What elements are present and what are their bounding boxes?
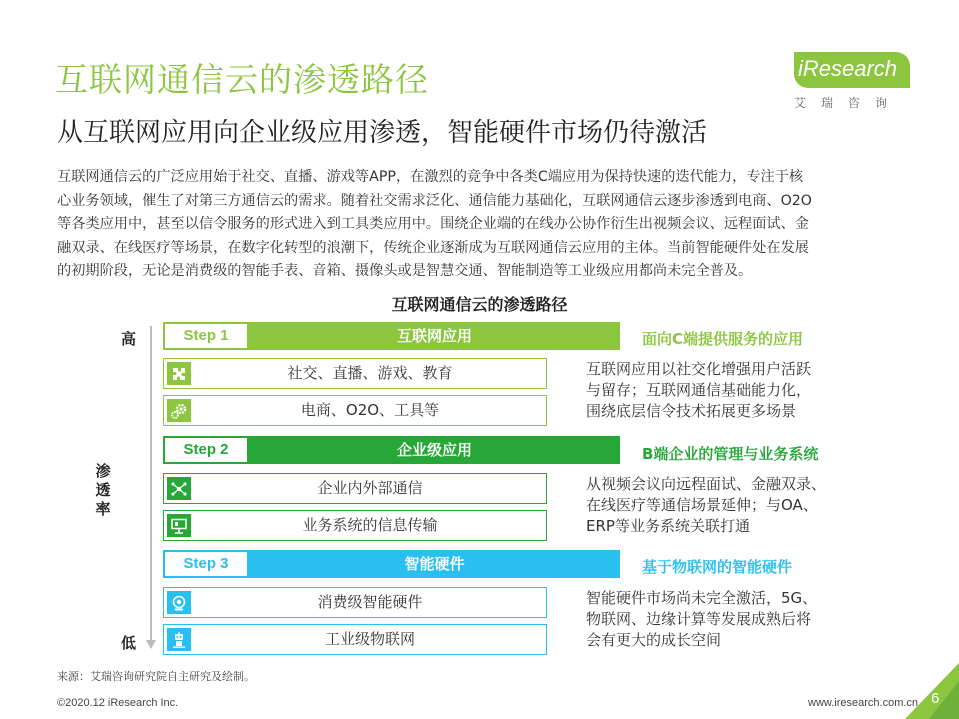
step-3-item-1 (163, 587, 547, 618)
step-2-item-1-label: 企业内外部通信 (317, 479, 423, 497)
source-note: 来源：艾瑞咨询研究院自主研究及绘制。 (57, 670, 255, 683)
step-3-desc-line: 会有更大的成长空间 (586, 631, 722, 649)
intro-line: 心业务领域，催生了对第三方通信云的需求。随着社交需求泛化、通信能力基础化，互联网通信云逐步渗透到电商、O2O (57, 192, 812, 209)
step-1-desc-line: 互联网应用以社交化增强用户活跃 (586, 360, 812, 378)
logo-badge (794, 52, 910, 88)
step-2-item-1 (163, 473, 547, 504)
step-1-desc-line: 围绕底层信令技术拓展更多场景 (586, 402, 797, 420)
step-3-desc-line: 智能硬件市场尚未完全激活，5G、 (586, 589, 818, 607)
step-2-tag: Step 2 (163, 436, 249, 464)
axis-high-label: 高 (121, 330, 137, 348)
step-1-item-2-label: 电商、O2O、工具等 (300, 401, 440, 419)
diagram-title: 互联网通信云的渗透路径 (391, 295, 568, 314)
step-3-item-2 (163, 624, 547, 655)
gears-icon (167, 399, 191, 422)
step-2-desc-line: 从视频会议向远程面试、金融双录、 (586, 475, 827, 493)
step-3-bar (163, 550, 620, 578)
website-link[interactable]: www.iresearch.com.cn (808, 697, 919, 709)
step-1-item-1-label: 社交、直播、游戏、教育 (287, 364, 453, 382)
intro-line: 互联网通信云的广泛应用始于社交、直播、游戏等APP，在激烈的竞争中各类C端应用为保持快速的迭代能力，专注于核 (57, 169, 804, 185)
axis-line (150, 326, 152, 644)
intro-line: 等各类应用中，甚至以信令服务的形式进入到工具类应用中。围绕企业端的在线办公协作衍生出视频会议、远程面试、金 (57, 216, 809, 232)
page-title: 互联网通信云的渗透路径 (55, 60, 429, 99)
step-2-item-2-label: 业务系统的信息传输 (302, 516, 438, 534)
camera-icon (167, 591, 191, 614)
step-3-description (586, 588, 817, 651)
step-2-description (586, 474, 826, 537)
step-2-name: 企业级应用 (249, 436, 620, 464)
step-1-description (586, 359, 811, 422)
step-2-desc-line: ERP等业务系统关联打通 (586, 517, 750, 535)
intro-line: 的初期阶段，无论是消费级的智能手表、音箱、摄像头或是智慧交通、智能制造等工业级应用都尚未完全普及。 (57, 263, 753, 279)
step-3-name: 智能硬件 (249, 550, 620, 578)
step-1-item-2 (163, 395, 547, 426)
step-3-item-2-label: 工业级物联网 (324, 630, 415, 648)
iresearch-logo[interactable] (788, 52, 918, 120)
step-1-item-1 (163, 358, 547, 389)
logo-brand-text: iResearch (798, 56, 898, 81)
step-1-desc-line: 与留存；互联网通信基础能力化， (586, 381, 812, 399)
step-1-heading: 面向C端提供服务的应用 (642, 330, 804, 348)
presentation-icon (167, 514, 191, 537)
network-icon (167, 477, 191, 500)
puzzle-icon (167, 362, 191, 385)
step-1-tag: Step 1 (163, 322, 249, 350)
axis-name-label: 渗透率 (95, 462, 111, 518)
copyright-text: ©2020.12 iResearch Inc. (57, 697, 179, 709)
axis-arrow-icon (146, 640, 156, 649)
intro-line: 融双录、在线医疗等场景，在数字化转型的浪潮下，传统企业逐渐成为互联网通信云应用的主体。当前智能硬件处在发展 (57, 239, 809, 256)
step-2-item-2 (163, 510, 547, 541)
page-subtitle: 从互联网应用向企业级应用渗透，智能硬件市场仍待激活 (57, 118, 708, 148)
logo-chinese-text: 艾瑞咨询 (794, 96, 903, 110)
page-number: 6 (931, 690, 940, 707)
intro-paragraph (57, 166, 912, 284)
step-2-desc-line: 在线医疗等通信场景延伸；与OA、 (586, 496, 818, 514)
step-1-name: 互联网应用 (249, 322, 620, 350)
step-2-bar (163, 436, 620, 464)
step-3-item-1-label: 消费级智能硬件 (317, 593, 423, 611)
step-3-tag: Step 3 (163, 550, 249, 578)
step-3-desc-line: 物联网、边缘计算等发展成熟后将 (586, 610, 812, 628)
step-3-heading: 基于物联网的智能硬件 (642, 558, 793, 576)
robot-icon (167, 628, 191, 651)
axis-low-label: 低 (121, 634, 137, 652)
step-2-heading: B端企业的管理与业务系统 (642, 445, 819, 463)
step-1-bar (163, 322, 620, 350)
